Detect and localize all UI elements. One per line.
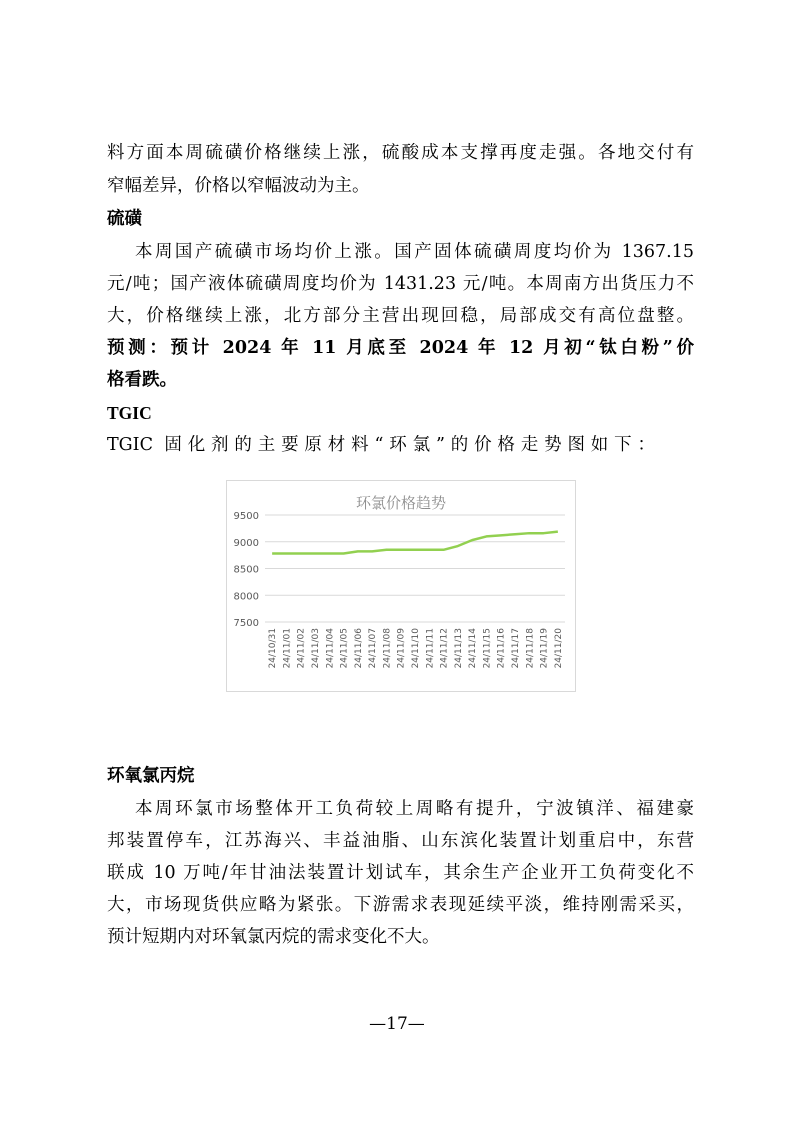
x-tick-label: 24/11/07: [368, 628, 379, 669]
x-tick-label: 24/11/12: [439, 628, 450, 669]
y-tick-label: 8000: [233, 591, 259, 603]
x-tick-label: 24/11/18: [525, 628, 536, 669]
y-tick-label: 9500: [233, 511, 259, 522]
sulfur-heading: 硫磺: [107, 209, 142, 229]
x-tick-label: 24/11/01: [282, 628, 293, 669]
ech-line-3: 联成 10 万吨/年甘油法装置计划试车，其余生产企业开工负荷变化不: [107, 863, 694, 883]
y-tick-label: 7500: [233, 618, 259, 629]
chart-series: [272, 532, 558, 554]
x-tick-label: 24/11/10: [411, 628, 421, 669]
x-tick-label: 24/11/13: [453, 628, 464, 669]
x-tick-label: 24/11/05: [339, 628, 350, 669]
ech-line-2: 邦装置停车，江苏海兴、丰益油脂、山东滨化装置计划重启中，东营: [107, 831, 694, 851]
x-tick-label: 24/11/19: [539, 628, 550, 669]
ech-line-1: 本周环氯市场整体开工负荷较上周略有提升，宁波镇洋、福建豪: [135, 799, 694, 819]
x-tick-label: 24/11/02: [296, 628, 307, 669]
y-tick-label: 8500: [233, 564, 259, 576]
chart-y-ticks: [234, 511, 259, 629]
x-tick-label: 24/11/14: [468, 628, 479, 669]
chart-title: 环氯价格趋势: [355, 494, 447, 512]
ech-line-4: 大，市场现货供应略为紧张。下游需求表现延续平淡，维持刚需采买，: [107, 895, 694, 915]
sulfur-para-line-1: 本周国产硫磺市场均价上涨。国产固体硫磺周度均价为 1367.15: [135, 242, 694, 262]
tgic-para: TGIC 固化剂的主要原材料“环氯”的价格走势图如下：: [107, 435, 655, 455]
forecast-line-2: 格看跌。: [107, 370, 177, 390]
x-tick-label: 24/11/06: [353, 628, 364, 669]
x-tick-label: 24/11/15: [482, 628, 493, 669]
intro-line-2: 窄幅差异，价格以窄幅波动为主。: [107, 176, 370, 196]
ech-line-5: 预计短期内对环氧氯丙烷的需求变化不大。: [107, 927, 440, 947]
series-line: [272, 532, 558, 554]
ech-heading: 环氧氯丙烷: [107, 766, 195, 786]
chart-svg: [227, 481, 575, 691]
price-trend-chart: [226, 480, 576, 692]
chart-grid: [265, 515, 565, 622]
x-tick-label: 24/11/04: [325, 628, 336, 669]
x-tick-label: 24/11/16: [496, 628, 507, 669]
y-tick-label: 9000: [233, 537, 259, 549]
x-tick-label: 24/10/31: [268, 628, 279, 669]
sulfur-para-line-2: 元/吨；国产液体硫磺周度均价为 1431.23 元/吨。本周南方出货压力不: [107, 274, 694, 294]
sulfur-para-line-3: 大，价格继续上涨，北方部分主营出现回稳，局部成交有高位盘整。: [107, 306, 694, 326]
tgic-heading: TGIC: [107, 403, 152, 423]
page-number: —17—: [369, 1014, 425, 1034]
x-tick-label: 24/11/03: [311, 628, 321, 669]
intro-line-1: 料方面本周硫磺价格继续上涨，硫酸成本支撑再度走强。各地交付有: [107, 143, 694, 163]
x-tick-label: 24/11/17: [511, 628, 521, 669]
x-tick-label: 24/11/20: [553, 628, 564, 669]
chart-x-ticks: [268, 628, 564, 669]
x-tick-label: 24/11/08: [382, 628, 393, 669]
x-tick-label: 24/11/09: [396, 628, 407, 669]
x-tick-label: 24/11/11: [425, 628, 436, 669]
forecast-line-1: 预测：预计 2024 年 11 月底至 2024 年 12 月初“钛白粉”价: [107, 338, 694, 358]
